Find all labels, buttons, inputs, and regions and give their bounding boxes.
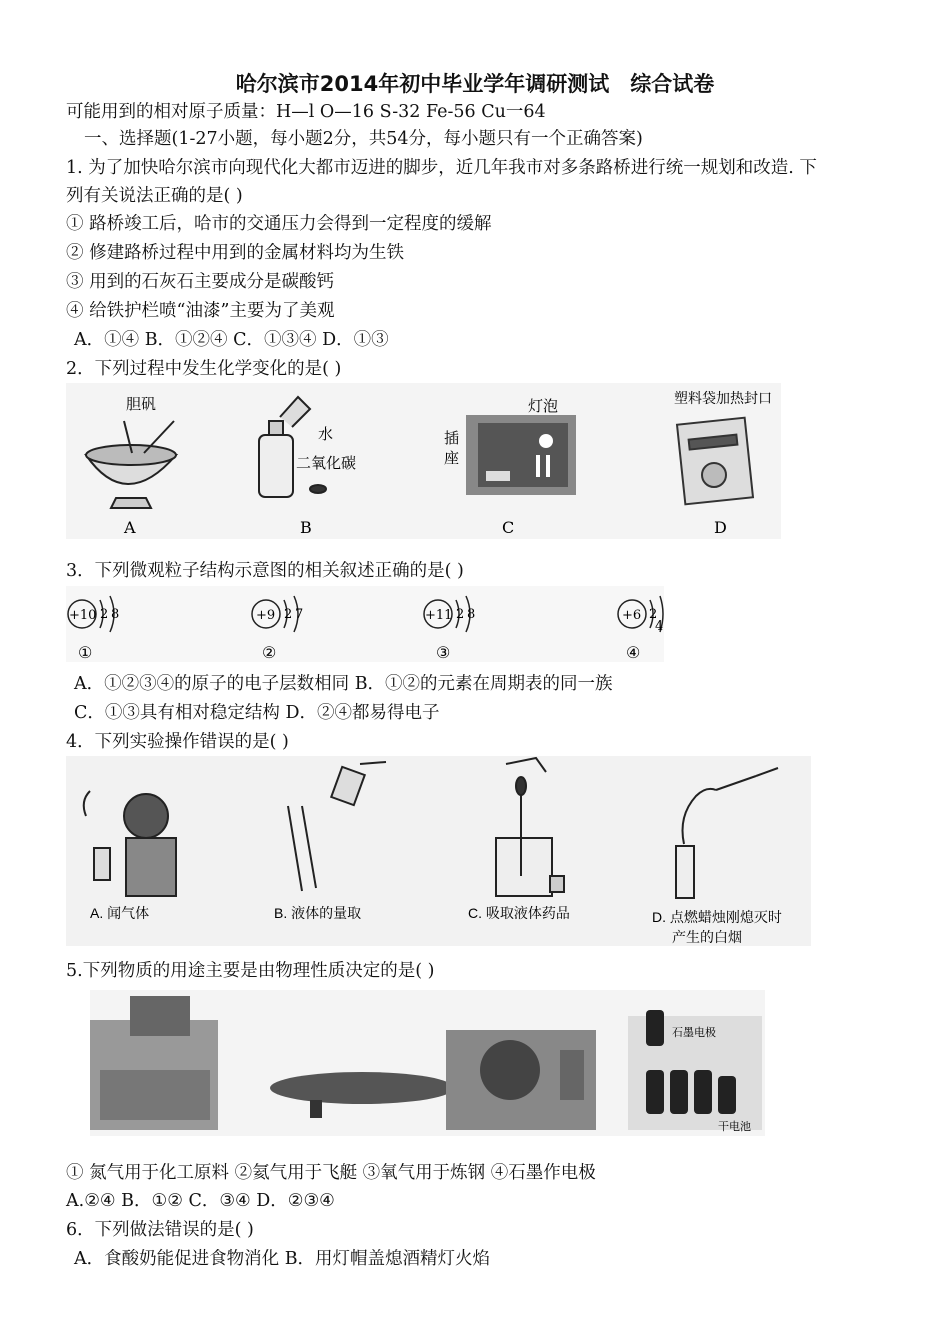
socket-label-2: 座 [444,449,460,467]
q6-stem: 6．下列做法错误的是( ) [66,1220,254,1240]
steel-furnace-photo [446,1030,596,1130]
co2-label: 二氧化碳 [296,454,357,472]
atom-1-e1: 2 [100,607,109,622]
atomic-masses: 可能用到的相对原子质量：H—l O—16 S-32 Fe-56 Cu一64 [66,102,546,122]
q6-choices-1: A．食酸奶能促进食物消化 B．用灯帽盖熄酒精灯火焰 [74,1249,491,1269]
q5-uses: ① 氮气用于化工原料 ②氦气用于飞艇 ③氧气用于炼钢 ④石墨作电极 [66,1163,596,1183]
fig-d-caption-1: D. 点燃蜡烛刚熄灭时 [652,909,782,925]
dropper-illustration [496,758,564,896]
section-heading: 一、选择题(1-27小题，每小题2分，共54分，每小题只有一个正确答案) [84,129,643,149]
q5-figure [90,990,765,1136]
q4-figure [66,756,811,946]
q3-choices-1: A．①②③④的原子的电子层数相同 B．①②的元素在周期表的同一族 [74,674,613,694]
q1-statement-4: ④ 给铁护栏喷“油漆”主要为了美观 [66,301,335,321]
atom-1-number: ① [78,643,93,662]
fig-d-letter: D [714,518,727,537]
bulb-label: 灯泡 [528,397,559,415]
factory-photo [90,996,218,1130]
q1-statement-2: ② 修建路桥过程中用到的金属材料均为生铁 [66,243,405,263]
atom-4-proton: +6 [622,608,642,623]
atom-3-proton: +11 [425,608,453,623]
q1-statement-1: ① 路桥竣工后，哈市的交通压力会得到一定程度的缓解 [66,214,492,234]
bottle-illustration [259,397,326,497]
fig-b-caption: B. 液体的量取 [274,905,362,921]
atom-3-e2: 8 [467,607,476,622]
measuring-cylinder-illustration [288,762,386,891]
q1-choices: A．①④ B．①②④ C．①③④ D．①③ [74,330,389,350]
socket-label-1: 插 [444,429,460,447]
plastic-bag-illustration [677,418,753,505]
q5-choices: A.②④ B．①② C．③④ D．②③④ [66,1191,335,1211]
q2-figure [66,383,781,539]
fig-c-letter: C [502,518,515,537]
mortar-illustration [86,421,176,508]
q2-stem: 2．下列过程中发生化学变化的是( ) [66,359,342,379]
q1-stem-line1: 1. 为了加快哈尔滨市向现代化大都市迈进的脚步，近几年我市对多条路桥进行统一规划和改造. 下 [66,158,817,178]
atom-2-proton: +9 [256,608,276,623]
q1-statement-3: ③ 用到的石灰石主要成分是碳酸钙 [66,272,335,292]
atom-2-number: ② [262,643,277,662]
smell-gas-illustration [84,791,176,896]
fig-d-caption-2: 产生的白烟 [672,929,742,945]
atom-4-number: ④ [626,643,641,662]
atom-2-e1: 2 [284,607,293,622]
airship-photo [270,1072,454,1118]
battery-label: 干电池 [718,1121,751,1133]
q3-choices-2: C．①③具有相对稳定结构 D．②④都易得电子 [74,703,440,723]
mortar-label: 胆矾 [126,395,157,413]
q4-stem: 4．下列实验操作错误的是( ) [66,732,289,752]
fig-b-letter: B [300,518,312,537]
atom-3-e1: 2 [456,607,465,622]
bag-label: 塑料袋加热封口 [674,391,772,407]
atom-3-number: ③ [436,643,451,662]
q3-stem: 3．下列微观粒子结构示意图的相关叙述正确的是( ) [66,561,464,581]
fig-c-caption: C. 吸取液体药品 [468,905,570,921]
atom-4-e1: 2 [649,607,658,622]
candle-illustration [676,768,778,898]
q1-stem-line2: 列有关说法正确的是( ) [66,186,243,206]
q3-figure [66,586,664,662]
bulb-illustration [466,415,576,495]
electrode-label: 石墨电极 [672,1027,716,1039]
atom-2-e2: 7 [295,607,304,622]
water-label: 水 [318,425,334,443]
fig-a-letter: A [124,518,136,537]
atom-4-e2: 4 [655,619,664,634]
page-title: 哈尔滨市2014年初中毕业学年调研测试 综合试卷 [235,72,715,96]
fig-a-caption: A. 闻气体 [90,905,150,921]
q5-stem: 5.下列物质的用途主要是由物理性质决定的是( ) [66,961,435,981]
atom-1-e2: 8 [111,607,120,622]
atom-1-proton: +10 [69,608,97,623]
